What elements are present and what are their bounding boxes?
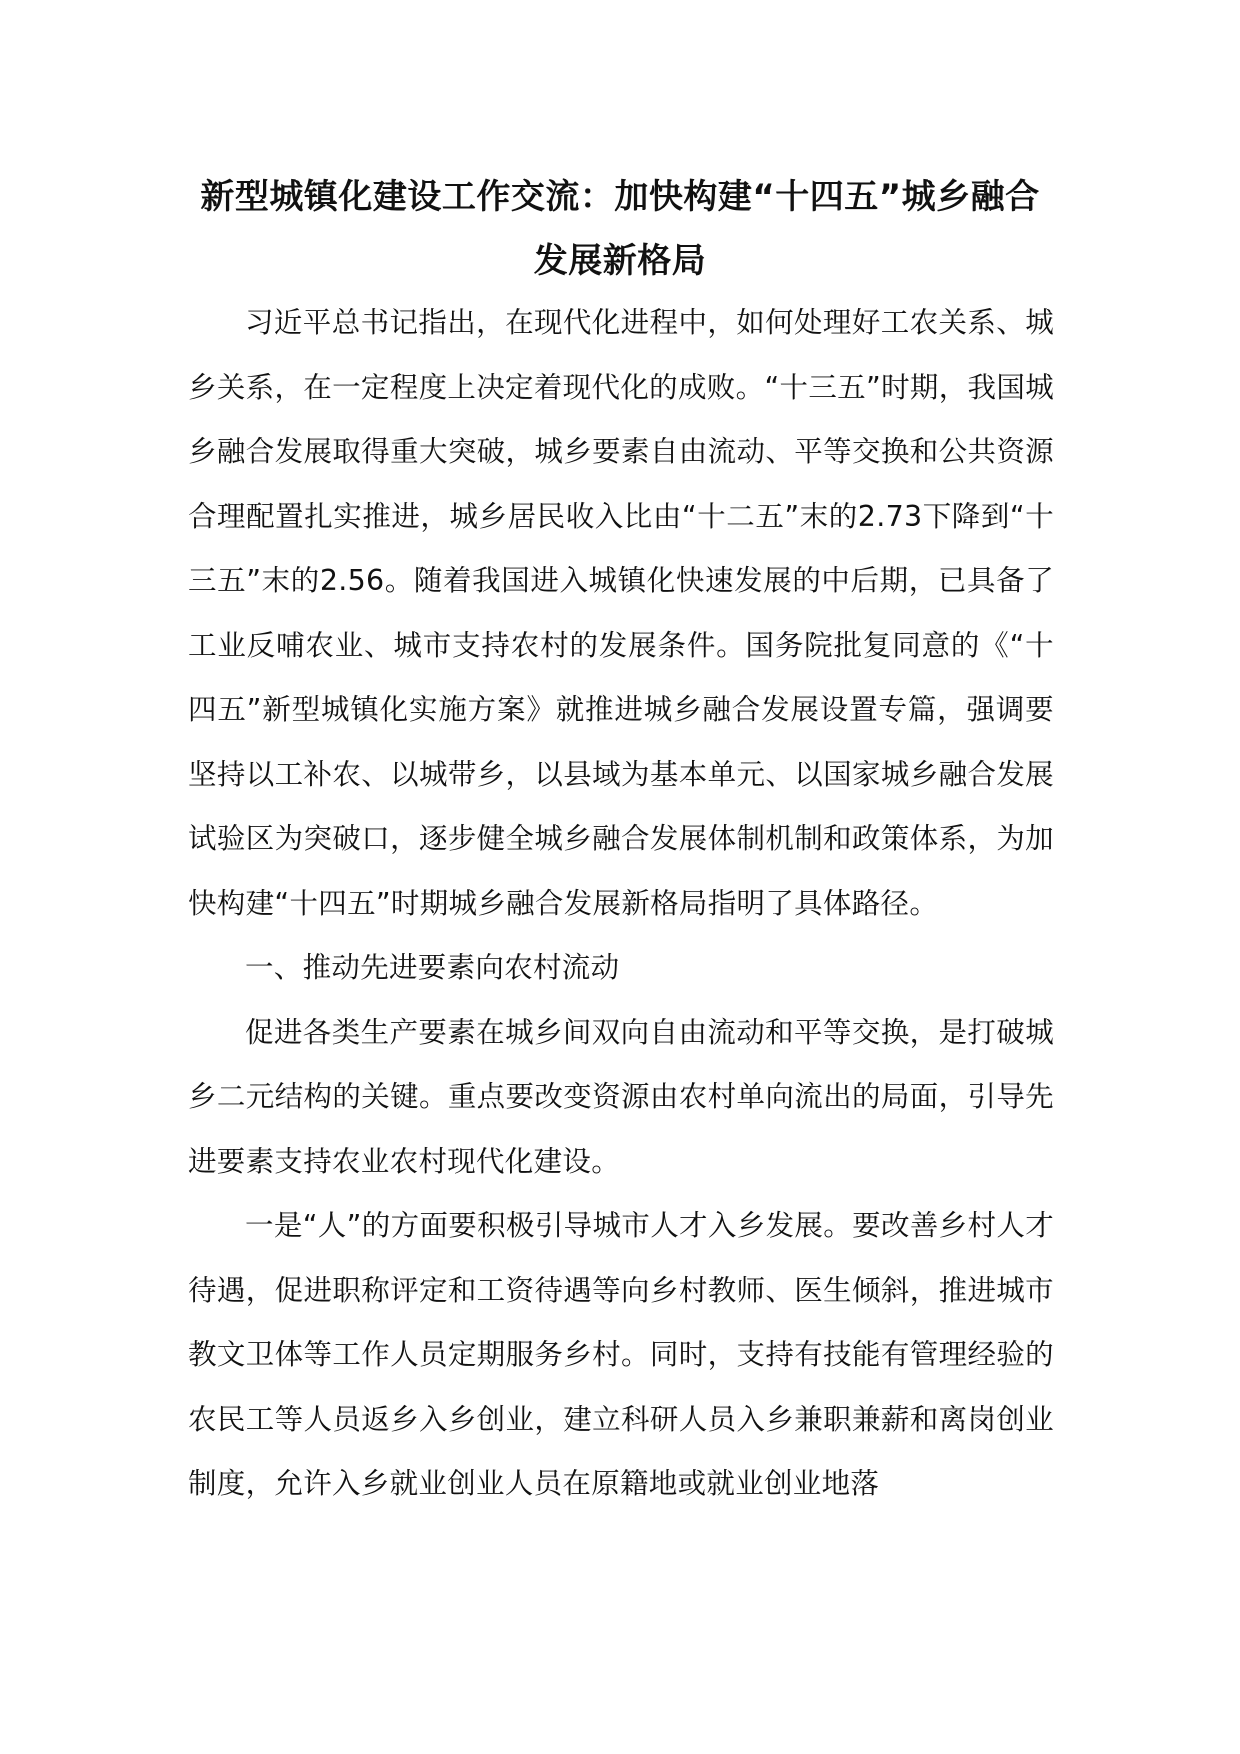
document-body — [188, 291, 1054, 1517]
document-title: 新型城镇化建设工作交流：加快构建“十四五”城乡融合发展新格局 — [200, 177, 1040, 281]
paragraph-section-1-intro: 促进各类生产要素在城乡间双向自由流动和平等交换，是打破城乡二元结构的关键。重点要改变资源由农村单向流出的局面，引导先进要素支持农业农村现代化建设。 — [188, 1015, 1054, 1178]
paragraph-intro: 习近平总书记指出，在现代化进程中，如何处理好工农关系、城乡关系，在一定程度上决定着现代化的成败。“十三五”时期，我国城乡融合发展取得重大突破，城乡要素自由流动、平等交换和公共资源合理配置扎实推进，城乡居民收入比由“十二五”末的2.73下降到“十三五”末的2.56。随着我国进入城镇化快速发展的中后期，已具备了工业反哺农业、城市支持农村的发展条件。国务院批复同意的《“十四五”新型城镇化实施方案》就推进城乡融合发展设置专篇，强调要坚持以工补农、以城带乡，以县域为基本单元、以国家城乡融合发展试验区为突破口，逐步健全城乡融合发展体制机制和政策体系，为加快构建“十四五”时期城乡融合发展新格局指明了具体路径。 — [188, 306, 1054, 920]
section-heading-1: 一、推动先进要素向农村流动 — [245, 951, 620, 984]
paragraph-people: 一是“人”的方面要积极引导城市人才入乡发展。要改善乡村人才待遇，促进职称评定和工资待遇等向乡村教师、医生倾斜，推进城市教文卫体等工作人员定期服务乡村。同时，支持有技能有管理经验的农民工等人员返乡入乡创业，建立科研人员入乡兼职兼薪和离岗创业制度，允许入乡就业创业人员在原籍地或就业创业地落 — [188, 1209, 1054, 1500]
